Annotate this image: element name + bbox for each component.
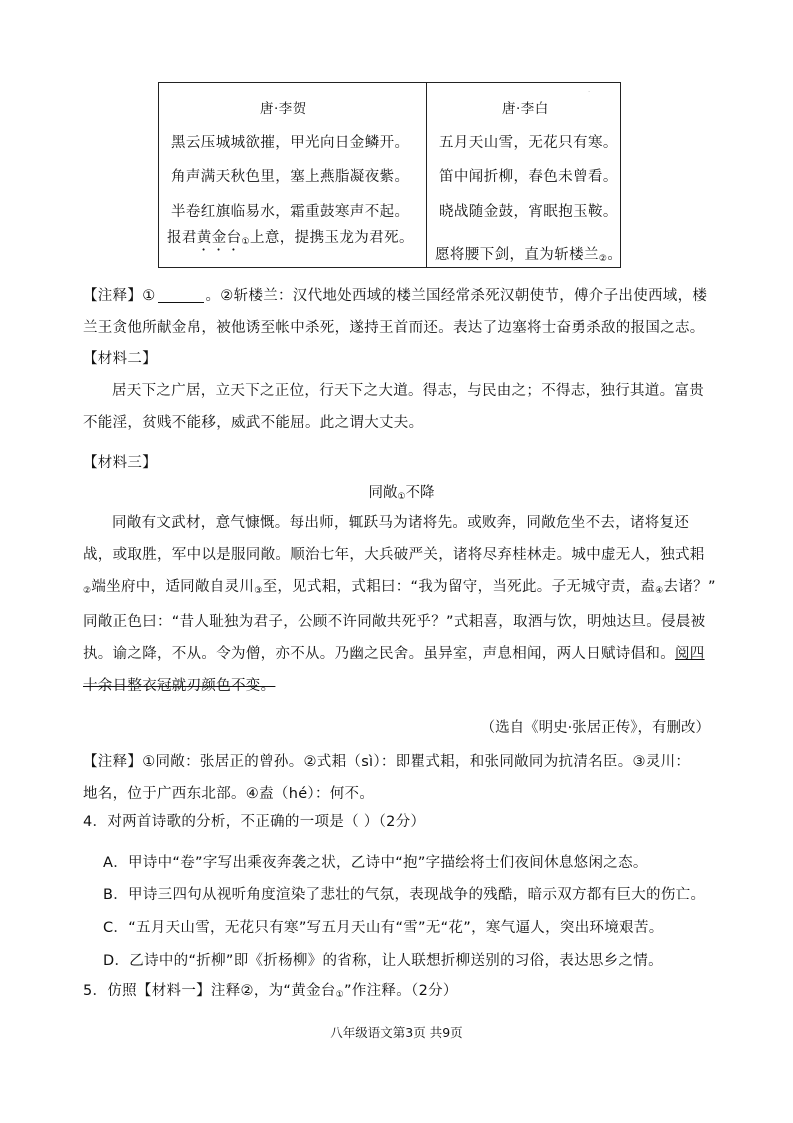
poem-b-line-4: 愿将腰下剑，直为斩楼兰$_②$。 [435, 247, 623, 264]
material-3-struck-line [83, 670, 711, 702]
dotted-term: 黄金台 [196, 230, 242, 246]
poem-table [158, 82, 621, 268]
material-3-para-2: $_②$端坐府中，适同敞自灵川$_③$至，见式耜，式耜曰：“我为留守，当死此。子无城守责，盍$_④$去诸？” [83, 579, 716, 596]
poem-a-line-4: 报君黄金台$_①$上意，提携玉龙为君死。 [167, 230, 414, 247]
question-4-option-a[interactable]: A．甲诗中“卷”字写出乘夜奔袭之状，乙诗中“抱”字描绘将士们夜间休息悠闲之态。 [103, 855, 648, 871]
poem-a-column [159, 83, 427, 267]
poem-b-line-3: 晓战随金鼓，宵眠抱玉鞍。 [439, 204, 618, 220]
note-2-line-1: 【注释】①同敞：张居正的曾孙。②式耜（sì）：即瞿式耜，和张同敞同为抗清名臣。③灵川： [83, 754, 691, 770]
question-4-option-c[interactable]: C．“五月天山雪，无花只有寒”写五月天山有“雪”无“花”，寒气逼人，突出环境艰苦。 [103, 920, 664, 936]
material-2-text: 居天下之广居，立天下之正位，行天下之大道。得志，与民由之；不得志，独行其道。富贵不能淫，贫贱不能移，威武不能屈。此之谓大丈夫。 [83, 383, 704, 431]
page-footer: 八年级语文第3页 共9页 [330, 1025, 463, 1040]
scan-mark: · [588, 89, 590, 96]
poem-b-line-1: 五月天山雪，无花只有寒。 [439, 135, 618, 151]
material-3-para-3: 同敞正色曰：“昔人耻独为君子，公顾不许同敞共死乎？”式耜喜，取酒与饮，明烛达旦。侵晨被执。谕之降，不从。令为僧，亦不从。乃幽之民舍。虽异室，声息相闻，两人日赋诗倡和。阅四 [83, 614, 706, 662]
poem-b-line-2: 笛中闻折柳，春色未曾看。 [439, 169, 618, 185]
material-3-source: （选自《明史·张居正传》，有删改） [480, 720, 710, 736]
question-4-option-d[interactable]: D．乙诗中的“折柳”即《折杨柳》的省称，让人联想折柳送别的习俗，表达思乡之情。 [103, 953, 663, 969]
material-3-para-1: 同敞有文武材，意气慷慨。每出师，辄跃马为诸将先。或败奔，同敞危坐不去，诸将复还战，或取胜，军中以是服同敞。顺治七年，大兵破严关，诸将尽弃桂林走。城中虚无人，独式耜 [83, 515, 705, 563]
poem-a-author: 唐·李贺 [260, 101, 307, 117]
question-5-stem: 5．仿照【材料一】注释②，为“黄金台$_①$”作注释。（2分） [83, 983, 458, 1000]
material-2-heading: 【材料二】 [83, 351, 157, 367]
question-4-option-b[interactable]: B．甲诗三四句从视听角度渲染了悲壮的气氛，表现战争的残酷，暗示双方都有巨大的伤亡。 [103, 887, 706, 903]
underlined-text: 阅四 [675, 646, 705, 662]
poem-a-line-1: 黑云压城城欲摧，甲光向日金鳞开。 [171, 135, 410, 151]
poem-a-line-3: 半卷红旗临易水，霜重鼓寒声不起。 [171, 204, 410, 220]
material-3-heading: 【材料三】 [83, 455, 157, 471]
poem-b-column [427, 83, 623, 267]
poem-a-line-2: 角声满天秋色里，塞上燕脂凝夜紫。 [171, 169, 410, 185]
note-1: 【注释】① 。②斩楼兰：汉代地处西域的楼兰国经常杀死汉朝使节，傅介子出使西域，楼兰王贪他所献金帛，被他诱至帐中杀死，遂持王首而还。表达了边塞将士奋勇杀敌的报国之志。 [83, 288, 708, 336]
poem-b-author: 唐·李白 [502, 101, 549, 117]
answer-blank[interactable] [158, 288, 204, 303]
note-2-line-2: 地名，位于广西东北部。④盍（hé）：何不。 [83, 786, 375, 802]
strikethrough-text: 十余日整衣冠就刃颜色不变。 [83, 678, 276, 694]
question-4-stem: 4．对两首诗歌的分析，不正确的一项是（ ）（2分） [83, 814, 426, 830]
material-3-title: 同敞$_①$不降 [368, 485, 435, 502]
